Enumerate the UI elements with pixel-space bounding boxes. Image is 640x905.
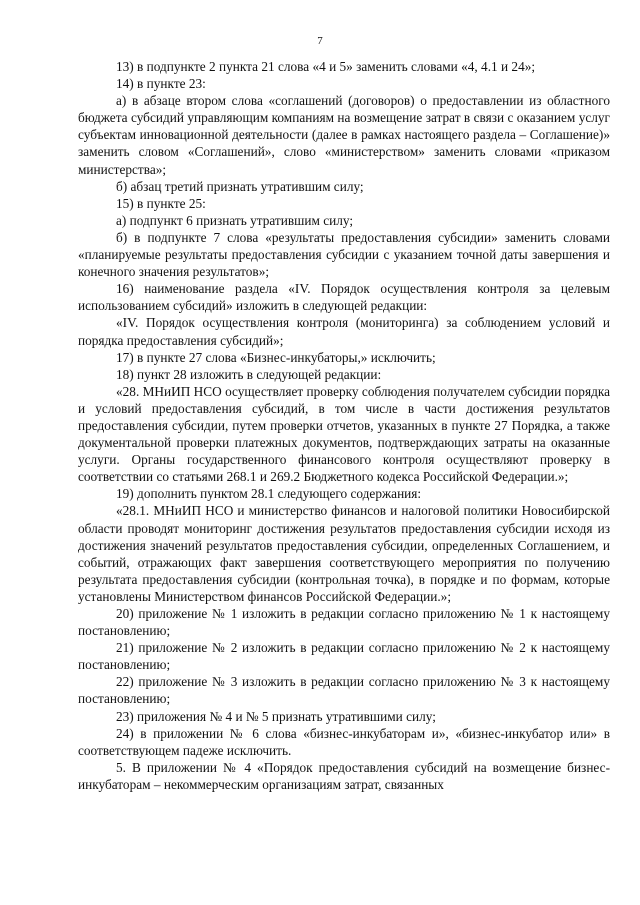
paragraph-19: 19) дополнить пунктом 28.1 следующего содержания: bbox=[116, 486, 422, 502]
paragraph-20: 20) приложение № 1 изложить в редакции согласно приложению № 1 к настоящему постановлению; bbox=[78, 606, 610, 639]
paragraph-15b: б) в подпункте 7 слова «результаты предоставления субсидии» заменить словами «планируемые результаты предоставления субсидии с указанием точной даты завершения и конечного значения результатов»; bbox=[78, 229, 610, 280]
paragraph-15a: а) подпункт 6 признать утратившим силу; bbox=[116, 212, 354, 228]
paragraph-item-28: «28. МНиИП НСО осуществляет проверку соблюдения получателем субсидии порядка и условий предоставления субсидий, в том числе в части достижения результатов предоставления субсидии, путем проверки отчетов, указанных в пункте 27 Порядка, а также документальной проверки платежных документов, подтверждающих затраты на оказанные услуги. Органы государственного финансового контроля осуществляют проверку в соответствии со статьями 268.1 и 269.2 Бюджетного кодекса Российской Федерации.»; bbox=[78, 383, 610, 485]
paragraph-5: 5. В приложении № 4 «Порядок предоставления субсидий на возмещение бизнес-инкубаторам – некоммерческим организациям затрат, связанных bbox=[78, 759, 610, 792]
paragraph-14a: а) в абзаце втором слова «соглашений (договоров) о предоставлении из областного бюджета субсидий управляющим компаниям на возмещение затрат в связи с оказанием услуг субъектам инновационной деятельности (далее в рамках настоящего раздела – Соглашение)» заменить словом «Соглашений», слово «министерством» заменить словами «приказом министерства»; bbox=[78, 93, 610, 177]
paragraph-13: 13) в подпункте 2 пункта 21 слова «4 и 5» заменить словами «4, 4.1 и 24»; bbox=[116, 59, 536, 74]
paragraph-item-28-1: «28.1. МНиИП НСО и министерство финансов и налоговой политики Новосибирской области проводят мониторинг достижения результатов предоставления субсидии исходя из достижения значений результатов предоставления субсидии, определенных Соглашением, и событий, отражающих факт завершения соответствующего мероприятия по получению результата предоставления субсидии (контрольная точка), в порядке и по формам, которые установлены Министерством финансов Российской Федерации.»; bbox=[78, 503, 610, 604]
paragraph-18: 18) пункт 28 изложить в следующей редакции: bbox=[116, 366, 382, 382]
paragraph-14: 14) в пункте 23: bbox=[116, 76, 206, 92]
paragraph-16: 16) наименование раздела «IV. Порядок осуществления контроля за целевым использованием субсидий» изложить в следующей редакции: bbox=[78, 281, 610, 314]
page-number: 7 bbox=[317, 35, 323, 47]
paragraph-section-iv-title: «IV. Порядок осуществления контроля (мониторинга) за соблюдением условий и порядка предоставления субсидий»; bbox=[78, 315, 610, 348]
paragraph-17: 17) в пункте 27 слова «Бизнес-инкубаторы,» исключить; bbox=[116, 349, 436, 365]
paragraph-24: 24) в приложении № 6 слова «бизнес-инкубаторам и», «бизнес-инкубатор или» в соответствующем падеже исключить. bbox=[78, 725, 610, 758]
document-body bbox=[78, 58, 610, 793]
paragraph-22: 22) приложение № 3 изложить в редакции согласно приложению № 3 к настоящему постановлению; bbox=[78, 674, 610, 707]
paragraph-14b: б) абзац третий признать утратившим силу; bbox=[116, 178, 364, 194]
paragraph-15: 15) в пункте 25: bbox=[116, 195, 206, 211]
paragraph-21: 21) приложение № 2 изложить в редакции согласно приложению № 2 к настоящему постановлению; bbox=[78, 640, 610, 673]
paragraph-23: 23) приложения № 4 и № 5 признать утратившими силу; bbox=[116, 708, 436, 724]
